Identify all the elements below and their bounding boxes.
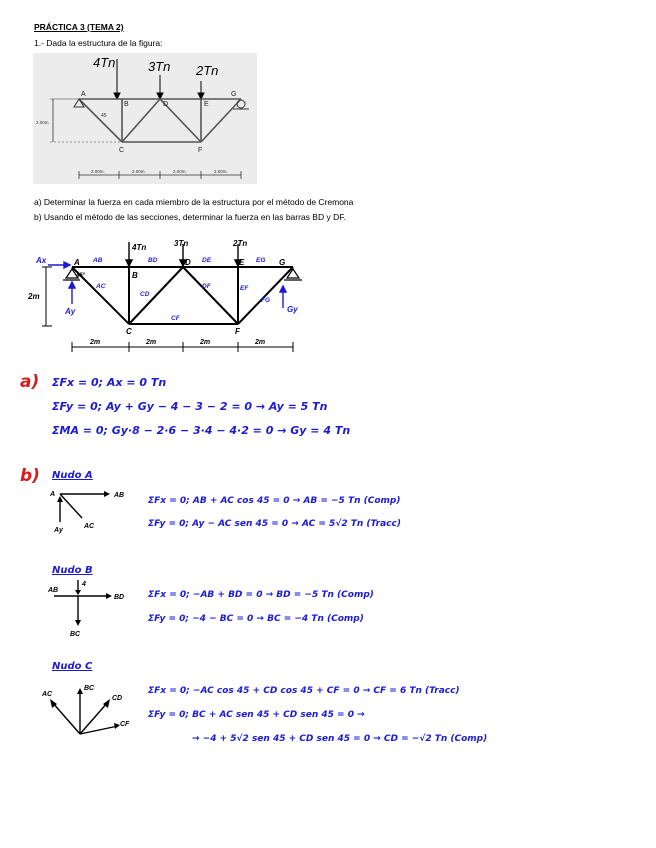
fig-truss-members xyxy=(79,99,241,142)
truss-figure xyxy=(33,53,257,184)
sketch-members xyxy=(72,267,293,324)
svg-text:CF: CF xyxy=(171,315,180,322)
sketch-node-a: A xyxy=(74,258,80,267)
svg-text:D: D xyxy=(163,101,169,108)
sketch-node-c: C xyxy=(126,327,132,336)
nudo-c-diagram xyxy=(40,676,140,744)
nudo-b-eq-1: ΣFx = 0; −AB + BD = 0 → BD = −5 Tn (Comp) xyxy=(148,590,374,600)
fig-height-label: 2.00m. xyxy=(36,120,50,125)
svg-text:DF: DF xyxy=(202,283,211,290)
fig-load-1: 4Tn xyxy=(93,55,116,70)
svg-text:F: F xyxy=(198,147,203,154)
svg-text:EF: EF xyxy=(240,285,249,292)
svg-text:2m: 2m xyxy=(200,339,211,346)
sketch-reaction-ax: Ax xyxy=(36,256,47,265)
svg-text:2.00m.: 2.00m. xyxy=(214,169,228,174)
svg-text:FG: FG xyxy=(261,297,271,304)
svg-text:2.00m.: 2.00m. xyxy=(132,169,146,174)
sketch-reaction-ay: Ay xyxy=(65,307,76,316)
svg-text:EG: EG xyxy=(256,257,266,264)
nudo-b-eq-2: ΣFy = 0; −4 − BC = 0 → BC = −4 Tn (Comp) xyxy=(148,614,364,624)
sketch-height: 2m xyxy=(28,292,40,301)
sketch-reaction-gy: Gy xyxy=(287,305,298,314)
sketch-node-f: F xyxy=(235,327,240,336)
fig-span-labels xyxy=(91,169,228,174)
svg-text:C: C xyxy=(119,147,125,154)
svg-text:BC: BC xyxy=(70,631,81,638)
svg-text:BC: BC xyxy=(84,685,95,692)
svg-text:AC: AC xyxy=(84,523,95,530)
svg-text:DE: DE xyxy=(202,257,212,264)
nudo-a-eq-1: ΣFx = 0; AB + AC cos 45 = 0 → AB = −5 Tn (Comp) xyxy=(148,496,401,506)
solution-a-line-2: ΣFy = 0; Ay + Gy − 4 − 3 − 2 = 0 → Ay = 5 Tn xyxy=(52,400,328,413)
question-a: a) Determinar la fuerza en cada miembro de la estructura por el método de Cremona xyxy=(34,197,354,207)
sketch-load-3: 2Tn xyxy=(233,239,248,248)
sketch-node-e: E xyxy=(239,258,245,267)
handwritten-truss-sketch xyxy=(28,236,328,356)
sketch-load-2: 3Tn xyxy=(174,239,189,248)
fig-load-3: 2Tn xyxy=(196,63,219,78)
sketch-node-d: D xyxy=(185,258,191,267)
sketch-node-b: B xyxy=(132,271,138,280)
question-b: b) Usando el método de las secciones, determinar la fuerza en las barras BD y DF. xyxy=(34,212,346,222)
svg-text:AB: AB xyxy=(114,492,125,499)
sketch-node-g: G xyxy=(279,258,286,267)
svg-text:E: E xyxy=(204,101,209,108)
svg-text:AB: AB xyxy=(48,587,59,594)
nudo-b-title: Nudo B xyxy=(52,565,93,576)
nudo-a-eq-2: ΣFy = 0; Ay − AC sen 45 = 0 → AC = 5√2 Tn (Tracc) xyxy=(148,519,401,529)
svg-text:CD: CD xyxy=(112,695,123,702)
svg-text:A: A xyxy=(81,91,86,98)
svg-text:B: B xyxy=(124,101,129,108)
svg-text:2.00m.: 2.00m. xyxy=(173,169,187,174)
svg-text:CD: CD xyxy=(140,291,150,298)
svg-text:BD: BD xyxy=(148,257,158,264)
svg-text:2m: 2m xyxy=(255,339,266,346)
svg-text:A: A xyxy=(50,491,56,498)
solution-a-line-3: ΣMA = 0; Gy·8 − 2·6 − 3·4 − 4·2 = 0 → Gy = 4 Tn xyxy=(52,424,351,437)
svg-text:4: 4 xyxy=(82,581,86,588)
nudo-c-title: Nudo C xyxy=(52,661,93,672)
nudo-b-diagram xyxy=(44,578,144,638)
nudo-c-eq-2: ΣFy = 0; BC + AC sen 45 + CD sen 45 = 0 → xyxy=(148,710,365,720)
nudo-a-diagram xyxy=(46,484,146,536)
problem-statement: 1.- Dada la estructura de la figura: xyxy=(34,38,163,48)
svg-text:G: G xyxy=(231,91,237,98)
svg-text:AB: AB xyxy=(93,257,103,264)
solution-a-line-1: ΣFx = 0; Ax = 0 Tn xyxy=(52,376,167,389)
fig-angle-label: 45 xyxy=(101,113,107,119)
solution-b-label: b) xyxy=(20,466,40,486)
fig-support-g xyxy=(237,100,245,108)
svg-text:2.00m.: 2.00m. xyxy=(91,169,105,174)
solution-a-label: a) xyxy=(20,372,40,392)
truss-figure-svg xyxy=(33,53,257,184)
nudo-c-eq-3: → −4 + 5√2 sen 45 + CD sen 45 = 0 → CD = −√2 Tn (Comp) xyxy=(192,734,488,744)
svg-text:AC: AC xyxy=(96,283,106,290)
sketch-load-1: 4Tn xyxy=(132,243,147,252)
nudo-c-eq-1: ΣFx = 0; −AC cos 45 + CD cos 45 + CF = 0 → CF = 6 Tn (Tracc) xyxy=(148,686,460,696)
fig-load-2: 3Tn xyxy=(148,59,171,74)
sketch-svg xyxy=(28,236,328,356)
svg-text:BD: BD xyxy=(114,594,125,601)
svg-text:AC: AC xyxy=(42,691,53,698)
svg-text:Ay: Ay xyxy=(54,527,63,534)
nudo-a-title: Nudo A xyxy=(52,470,93,481)
svg-text:2m: 2m xyxy=(90,339,101,346)
sketch-angle: 45° xyxy=(76,273,86,279)
svg-text:2m: 2m xyxy=(146,339,157,346)
page-title: PRÁCTICA 3 (TEMA 2) xyxy=(34,22,124,32)
svg-text:CF: CF xyxy=(120,721,130,728)
sketch-span-labels xyxy=(89,339,265,346)
